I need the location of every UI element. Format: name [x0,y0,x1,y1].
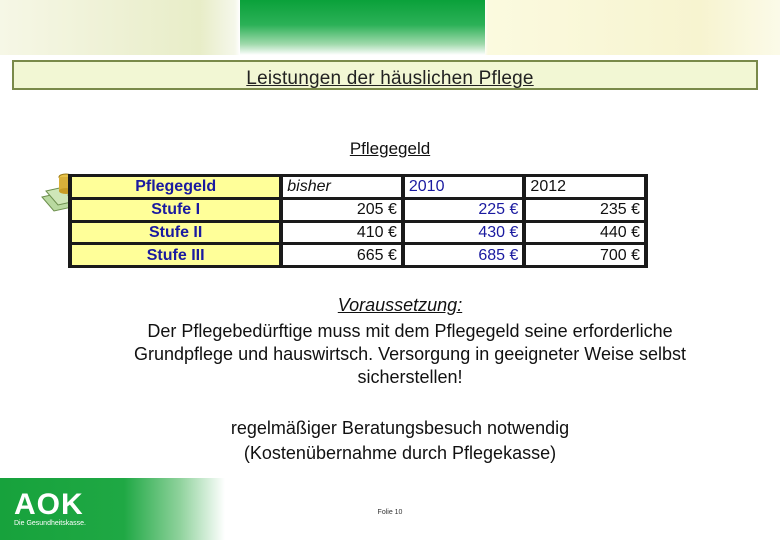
table-header-cell: Pflegegeld [72,177,279,197]
pflegegeld-table [68,174,648,268]
table-cell: 685 € [405,245,523,265]
table-header-cell: bisher [283,177,401,197]
table-cell: 205 € [283,200,401,220]
table-cell: Stufe III [72,245,279,265]
table-header-cell: 2012 [526,177,644,197]
note-line: regelmäßiger Beratungsbesuch notwendig [230,418,570,438]
table-row [72,223,644,243]
aok-logo: AOK [14,488,84,521]
table-cell: 440 € [526,223,644,243]
table-header-cell: 2010 [405,177,523,197]
condition-heading: Voraussetzung: [337,295,463,315]
section-subtitle: Pflegegeld [349,139,431,158]
logo-tagline: Die Gesundheitskasse. [14,520,86,527]
slide-number: Folie 10 [377,509,403,516]
table-row [72,245,644,265]
table-cell: 235 € [526,200,644,220]
table-row [72,200,644,220]
table-cell: 410 € [283,223,401,243]
table-cell: 700 € [526,245,644,265]
top-green-bar [240,0,485,55]
slide-title: Leistungen der häuslichen Pflege [246,68,534,89]
table-header-row [72,177,644,197]
condition-text: Der Pflegebedürftige muss mit dem Pflegegeld seine erforderliche Grundpflege und hauswirtsch. Versorgung in geeigneter Weise selbst sicherstellen! [134,321,686,387]
table-cell: 665 € [283,245,401,265]
table-cell: Stufe I [72,200,279,220]
table-cell: Stufe II [72,223,279,243]
table-cell: 225 € [405,200,523,220]
note-line: (Kostenübernahme durch Pflegekasse) [243,443,557,463]
note-block [190,416,610,466]
table-cell: 430 € [405,223,523,243]
